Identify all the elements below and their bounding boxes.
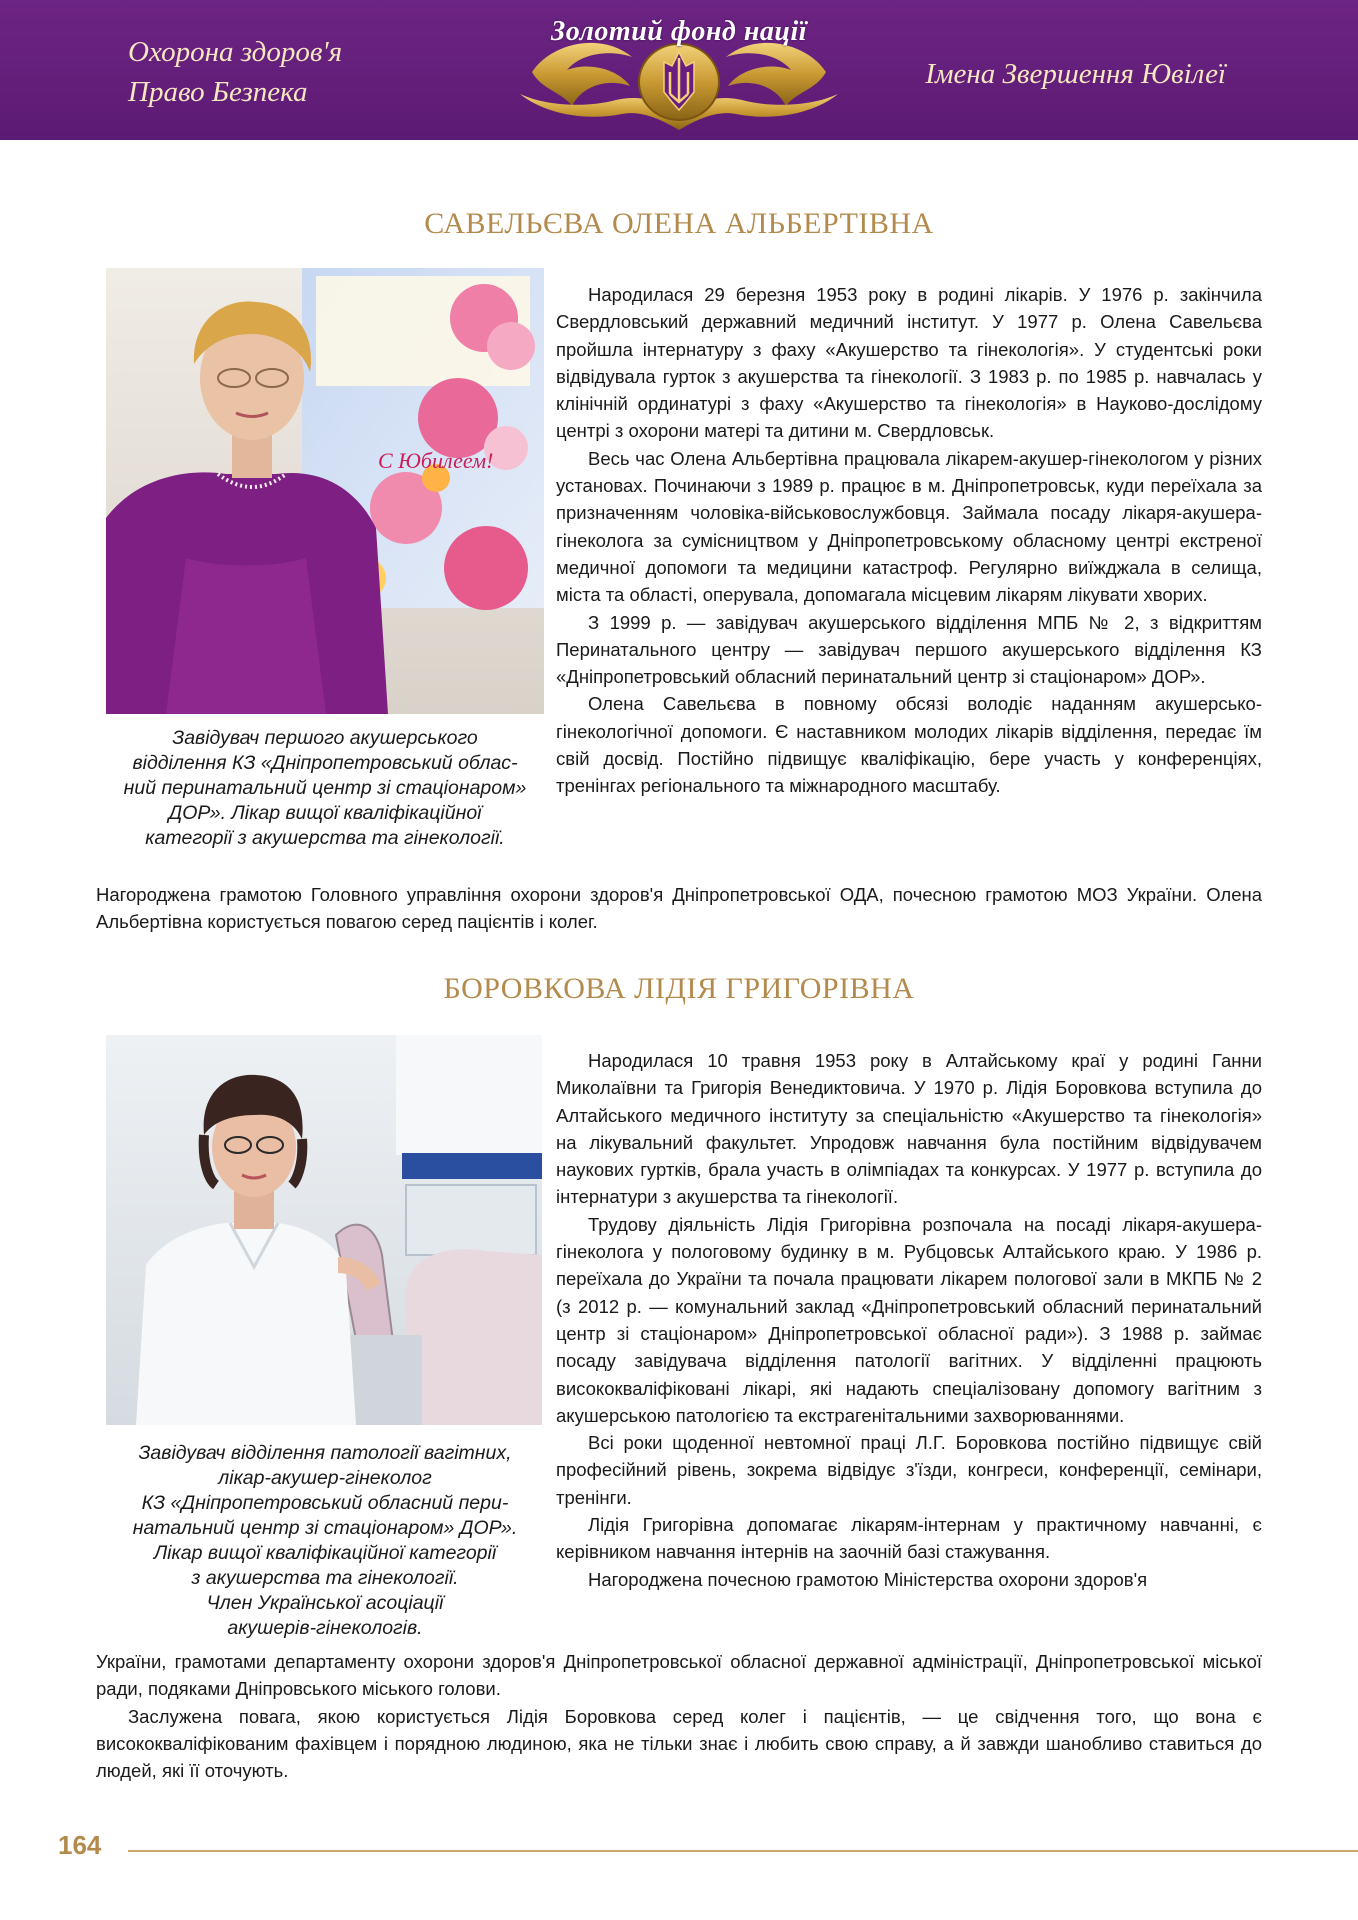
bio-paragraph: Всі роки щоденної невтомної праці Л.Г. Боровкова постійно підвищує свій професійний рівень, зокрема відвідує з'їзди, конгреси, конференції, семінари, тренінги.	[556, 1432, 1262, 1508]
page-header	[0, 0, 1358, 140]
bio-paragraph: України, грамотами департаменту охорони здоров'я Дніпропетровської обласної державної адміністрації, Дніпропетровської міської ради, подяками Дніпровського міського голови.	[96, 1651, 1262, 1700]
caption-line: ний перинатальний центр зі стаціонаром»	[123, 777, 527, 799]
header-right-rubrics: Імена Звершення Ювілеї	[925, 58, 1226, 90]
bio-paragraph: Лідія Григорівна допомагає лікарям-інтернам у практичному навчанні, є керівником навчання інтернів на заочній базі стажування.	[556, 1514, 1262, 1563]
caption-line: Член Української асоціації	[206, 1592, 444, 1614]
caption-line: натальний центр зі стаціонаром» ДОР».	[132, 1517, 518, 1539]
profile-1-awards	[96, 881, 1262, 936]
bio-paragraph: Олена Савельєва в повному обсязі володіє наданням акушерсько-гінекологічної допомоги. Є наставником молодих лікарів відділення, передає їм свій досвід. Постійно підвищує кваліфікацію, бере участь у конференціях, тренінгах регіонального та міжнародного масштабу.	[556, 693, 1262, 797]
profile-1-biography	[556, 281, 1262, 800]
bio-paragraph: Народилася 29 березня 1953 року в родині лікарів. У 1976 р. закінчила Свердловський державний медичний інститут. У 1977 р. Олена Савельєва пройшла інтернатуру з фаху «Акушерство та гінекологія». У студентські роки відвідувала гурток з акушерства та гінекології. З 1983 р. по 1985 р. навчалась у клінічній ординатурі з фаху «Акушерство та гінекологія» в Науково-дослідому центрі з охорони матері та дитини м. Свердловськ.	[556, 284, 1262, 442]
caption-line: акушерів-гінекологів.	[227, 1617, 423, 1639]
caption-line: Лікар вищої кваліфікаційної категорії	[153, 1542, 497, 1564]
footer-rule	[128, 1850, 1358, 1852]
caption-line: з акушерства та гінекології.	[191, 1567, 459, 1589]
profile-1-name: САВЕЛЬЄВА ОЛЕНА АЛЬБЕРТІВНА	[424, 207, 934, 240]
bio-paragraph: Заслужена повага, якою користується Лідія Боровкова серед колег і пацієнтів, — це свідчення того, що вона є висококваліфікованим фахівцем і порядною людиною, яка не тільки знає і любить свою справу, а й завжди шанобливо ставиться до людей, які її оточують.	[96, 1705, 1262, 1782]
caption-line: ДОР». Лікар вищої кваліфікаційної	[168, 802, 482, 824]
profile-2-biography	[556, 1047, 1262, 1593]
bio-paragraph: Трудову діяльність Лідія Григорівна розпочала на посаді лікаря-акушера-гінеколога у пологовому будинку в м. Рубцовськ Алтайського краю. У 1986 р. переїхала до України та почала працювати лікарем пологової зали в МКПБ № 2 (з 2012 р. — комунальний заклад «Дніпропетровський обласний перинатальний центр зі стаціонаром» Дніпропетровської обласної ради»). З 1988 р. займає посаду завідувача відділення патології вагітних. У відділенні працюють висококваліфіковані лікарі, які надають спеціалізовану допомогу вагітним з акушерською патологією та екстрагенітальними захворюваннями.	[556, 1213, 1262, 1426]
profile-2-name: БОРОВКОВА ЛІДІЯ ГРИГОРІВНА	[443, 972, 915, 1005]
header-rubric-line1: Охорона здоров'я	[128, 36, 343, 68]
profile-2-awards	[96, 1648, 1262, 1784]
card-greeting: С Юбилеем!	[378, 448, 494, 473]
bio-paragraph: Нагороджена почесною грамотою Міністерства охорони здоров'я	[588, 1568, 1148, 1590]
profile-2-photo	[106, 1035, 542, 1425]
caption-line: відділення КЗ «Дніпропетровський облас-	[132, 752, 518, 774]
emblem-title: Золотий фонд нації	[551, 16, 807, 47]
caption-line: категорії з акушерства та гінекології.	[145, 827, 505, 849]
caption-line: лікар-акушер-гінеколог	[218, 1467, 432, 1489]
page-number: 164	[58, 1830, 102, 1860]
header-rubric-line2: Право Безпека	[128, 76, 308, 108]
bio-paragraph: З 1999 р. — завідувач акушерського відділення МПБ № 2, з відкриттям Перинатального центру — завідувач першого акушерського відділення КЗ «Дніпропетровський обласний перинатальний центр зі стаціонаром» ДОР».	[556, 611, 1262, 688]
bio-paragraph: Народилася 10 травня 1953 року в Алтайському краї у родині Ганни Миколаївни та Григорія Венедиктовича. У 1970 р. Лідія Боровкова вступила до Алтайського медичного інституту за спеціальністю «Акушерство та гінекологія» на лікувальний факультет. Упродовж навчання була постійним відвідувачем наукових гуртків, брала участь в олімпіадах та конкурсах. У 1977 р. вступила до інтернатури з акушерства та гінекології.	[556, 1050, 1262, 1208]
caption-line: Завідувач відділення патології вагітних,	[138, 1442, 512, 1464]
header-left-rubrics	[128, 32, 342, 112]
profile-1-photo	[106, 268, 544, 714]
profile-2-caption	[100, 1441, 550, 1641]
caption-line: Завідувач першого акушерського	[172, 727, 478, 749]
profile-1-caption	[100, 726, 550, 851]
bio-paragraph: Весь час Олена Альбертівна працювала лікарем-акушер-гінекологом у різних установах. Починаючи з 1989 р. працює в м. Дніпропетровськ, куди переїхала за призначенням чоловіка-військовослужбовця. Займала посаду лікаря-акушера-гінеколога за сумісництвом у Дніпропетровському обласному центрі екстреної медичної допомоги та медицини катастроф. Регулярно виїжджала в селища, міста та області, оперувала, допомагала місцевим лікарям лікувати хворих.	[556, 447, 1262, 606]
caption-line: КЗ «Дніпропетровський обласний пери-	[141, 1492, 509, 1514]
bio-paragraph: Нагороджена грамотою Головного управління охорони здоров'я Дніпропетровської ОДА, почесною грамотою МОЗ України. Олена Альбертівна користується повагою серед пацієнтів і колег.	[96, 884, 1262, 933]
golden-fund-emblem	[512, 2, 846, 138]
